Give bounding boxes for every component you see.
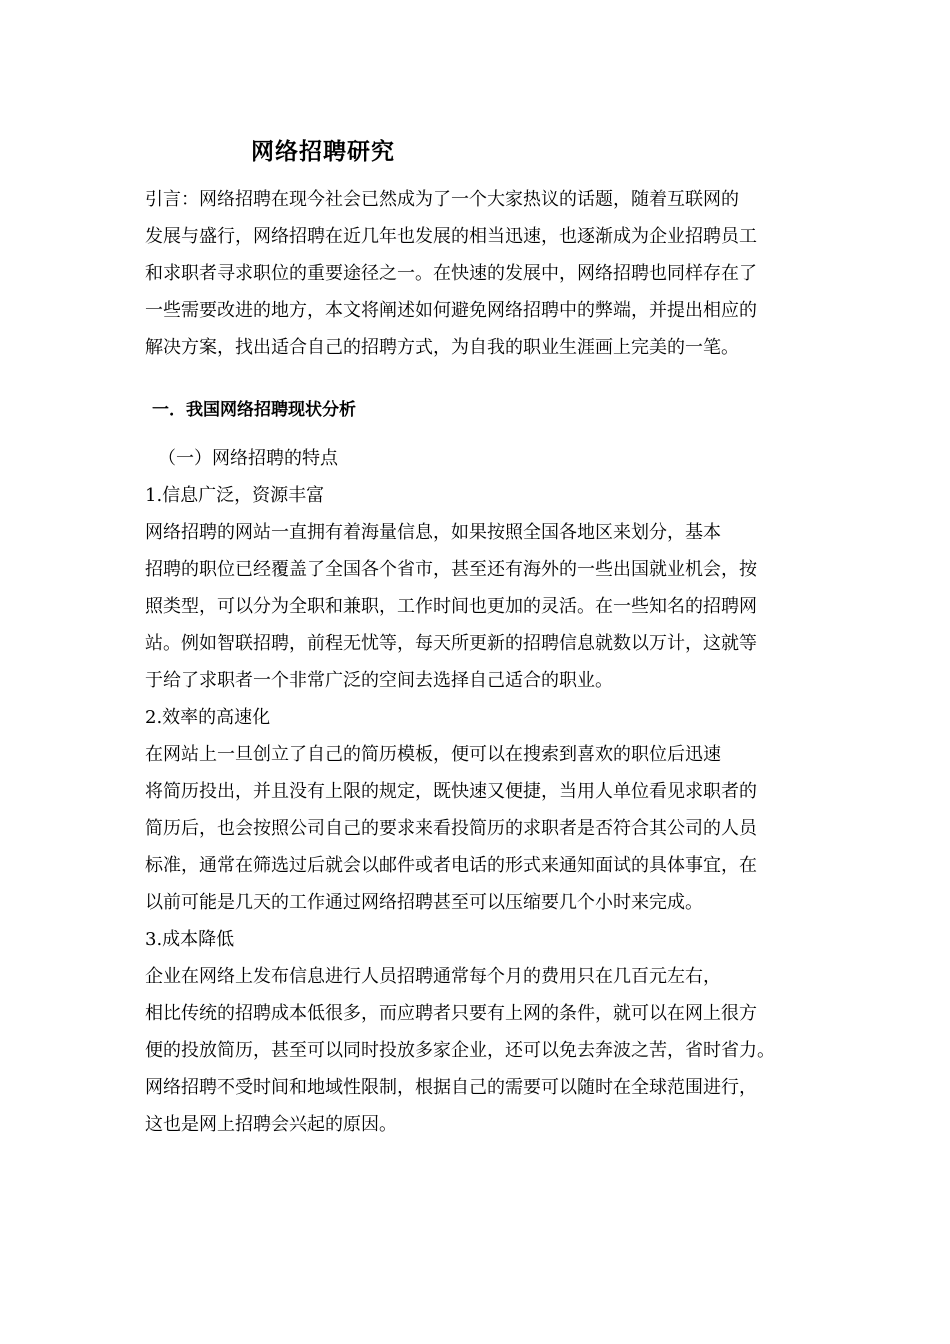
item-heading: 2.效率的高速化 xyxy=(145,707,271,728)
item-heading: 3.成本降低 xyxy=(145,929,235,950)
body-line: 照类型，可以分为全职和兼职，工作时间也更加的灵活。在一些知名的招聘网 xyxy=(145,596,757,617)
body-line: 以前可能是几天的工作通过网络招聘甚至可以压缩要几个小时来完成。 xyxy=(145,892,703,913)
document-title: 网络招聘研究 xyxy=(251,138,395,165)
item-heading: 1.信息广泛，资源丰富 xyxy=(145,485,325,506)
intro-paragraph xyxy=(145,181,820,366)
intro-line: 解决方案，找出适合自己的招聘方式，为自我的职业生涯画上完美的一笔。 xyxy=(145,337,739,358)
body-line: 将简历投出，并且没有上限的规定，既快速又便捷，当用人单位看见求职者的 xyxy=(145,781,757,802)
body-line: 于给了求职者一个非常广泛的空间去选择自己适合的职业。 xyxy=(145,670,613,691)
body-line: 在网站上一旦创立了自己的简历模板，便可以在搜索到喜欢的职位后迅速 xyxy=(145,744,721,765)
body-line: 相比传统的招聘成本低很多，而应聘者只要有上网的条件，就可以在网上很方 xyxy=(145,1003,757,1024)
intro-line: 引言：网络招聘在现今社会已然成为了一个大家热议的话题，随着互联网的 xyxy=(145,189,739,210)
body-line: 站。例如智联招聘，前程无忧等，每天所更新的招聘信息就数以万计，这就等 xyxy=(145,633,757,654)
body-line: 企业在网络上发布信息进行人员招聘通常每个月的费用只在几百元左右， xyxy=(145,966,721,987)
intro-line: 发展与盛行，网络招聘在近几年也发展的相当迅速，也逐渐成为企业招聘员工 xyxy=(145,226,757,247)
body-line: 标准，通常在筛选过后就会以邮件或者电话的形式来通知面试的具体事宜，在 xyxy=(145,855,757,876)
subsection-heading: （一）网络招聘的特点 xyxy=(158,448,338,469)
body-line: 网络招聘不受时间和地域性限制，根据自己的需要可以随时在全球范围进行， xyxy=(145,1077,757,1098)
intro-line: 一些需要改进的地方，本文将阐述如何避免网络招聘中的弊端，并提出相应的 xyxy=(145,300,757,321)
body-line: 便的投放简历，甚至可以同时投放多家企业，还可以免去奔波之苦，省时省力。 xyxy=(145,1040,775,1061)
body-line: 网络招聘的网站一直拥有着海量信息，如果按照全国各地区来划分，基本 xyxy=(145,522,721,543)
body-line: 招聘的职位已经覆盖了全国各个省市，甚至还有海外的一些出国就业机会，按 xyxy=(145,559,757,580)
intro-line: 和求职者寻求职位的重要途径之一。在快速的发展中，网络招聘也同样存在了 xyxy=(145,263,757,284)
body-line: 简历后，也会按照公司自己的要求来看投简历的求职者是否符合其公司的人员 xyxy=(145,818,757,839)
body-line: 这也是网上招聘会兴起的原因。 xyxy=(145,1114,397,1135)
section-heading: 一．我国网络招聘现状分析 xyxy=(152,400,356,420)
body-text xyxy=(145,477,820,1143)
